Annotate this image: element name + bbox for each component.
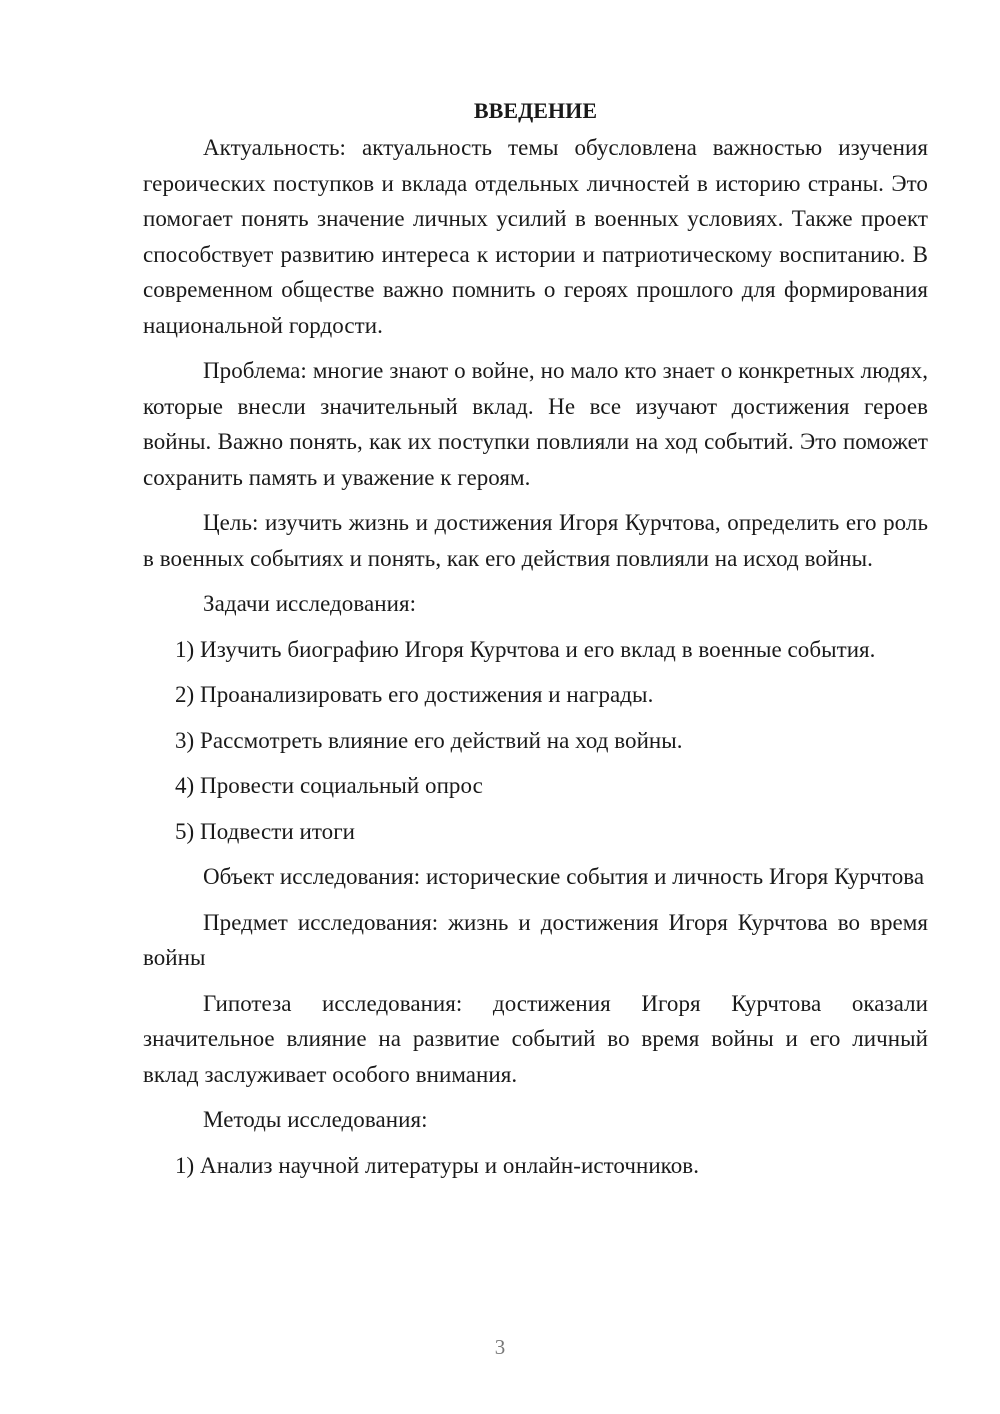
task-item: 4) Провести социальный опрос — [175, 773, 483, 798]
task-item: 2) Проанализировать его достижения и награды. — [175, 682, 654, 707]
goal-paragraph: Цель: изучить жизнь и достижения Игоря Курчтова, определить его роль в военных событиях и понять, как его действия повлияли на исход войны. — [143, 510, 928, 571]
method-item: 1) Анализ научной литературы и онлайн-источников. — [175, 1152, 700, 1178]
subject-paragraph: Предмет исследования: жизнь и достижения Игоря Курчтова во время войны — [143, 909, 928, 970]
tasks-heading: Задачи исследования: — [203, 591, 417, 616]
methods-heading: Методы исследования: — [203, 1107, 428, 1132]
page-number: 3 — [494, 1335, 506, 1359]
hypothesis-paragraph: Гипотеза исследования: достижения Игоря Курчтова оказали значительное влияние на развитие событий во время войны и его личный вклад заслуживает особого внимания. — [143, 990, 928, 1087]
object-paragraph: Объект исследования: исторические события и личность Игоря Курчтова — [203, 864, 925, 889]
relevance-paragraph: Актуальность: актуальность темы обусловлена важностью изучения героических поступков и вклада отдельных личностей в историю страны. Это помогает понять значение личных усилий в военных условиях. Также проект способствует развитию интереса к истории и патриотическому воспитанию. В современном обществе важно помнить о героях прошлого для формирования национальной гордости. — [143, 135, 928, 338]
section-title: ВВЕДЕНИЕ — [473, 98, 598, 123]
problem-paragraph: Проблема: многие знают о войне, но мало кто знает о конкретных людях, которые внесли значительный вклад. Не все изучают достижения героев войны. Важно понять, как их поступки повлияли на ход событий. Это поможет сохранить память и уважение к героям. — [143, 358, 928, 490]
document-body — [143, 93, 928, 1183]
task-item: 5) Подвести итоги — [175, 818, 356, 844]
task-item: 3) Рассмотреть влияние его действий на ход войны. — [175, 727, 683, 753]
task-item: 1) Изучить биографию Игоря Курчтова и его вклад в военные события. — [175, 636, 876, 662]
